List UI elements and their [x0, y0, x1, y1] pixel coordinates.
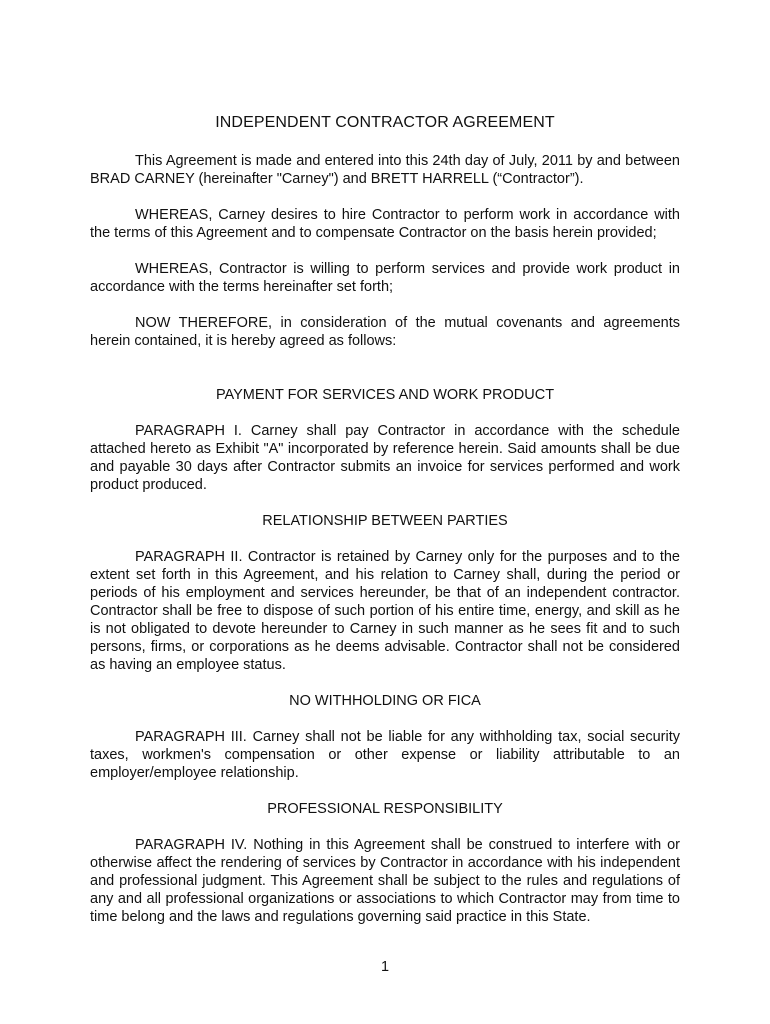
paragraph-2: PARAGRAPH II. Contractor is retained by Carney only for the purposes and to the extent set forth in this Agreement, and his relation to Carney shall, during the period or periods of his employment and services hereunder, be that of an independent contractor. Contractor shall be free to dispose of such portion of his entire time, energy, and skill as he is not obligated to devote hereunder to Carney in such manner as he sees fit and to such persons, firms, or corporations as he deems advisable. Contractor shall not be considered as having an employee status. — [90, 549, 680, 673]
page-number: 1 — [380, 959, 390, 975]
document-title: INDEPENDENT CONTRACTOR AGREEMENT — [215, 114, 555, 131]
section-heading-professional: PROFESSIONAL RESPONSIBILITY — [267, 801, 503, 817]
paragraph-1: PARAGRAPH I. Carney shall pay Contractor in accordance with the schedule attached hereto as Exhibit "A" incorporated by reference herein. Said amounts shall be due and payable 30 days after Contractor submits an invoice for services performed and work product produced. — [90, 423, 680, 493]
now-therefore-paragraph: NOW THEREFORE, in consideration of the mutual covenants and agreements herein contained, it is hereby agreed as follows: — [90, 315, 680, 349]
section-heading-withholding: NO WITHHOLDING OR FICA — [289, 693, 481, 709]
section-heading-relationship: RELATIONSHIP BETWEEN PARTIES — [262, 513, 508, 529]
whereas-paragraph-2: WHEREAS, Contractor is willing to perform services and provide work product in accordance with the terms hereinafter set forth; — [90, 261, 680, 295]
section-heading-payment: PAYMENT FOR SERVICES AND WORK PRODUCT — [215, 387, 555, 403]
paragraph-4: PARAGRAPH IV. Nothing in this Agreement shall be construed to interfere with or otherwise affect the rendering of services by Contractor in accordance with his independent and professional judgment. This Agreement shall be subject to the rules and regulations of any and all professional organizations or associations to which Contractor may from time to time belong and the laws and regulations governing said practice in this State. — [90, 837, 680, 925]
whereas-paragraph-1: WHEREAS, Carney desires to hire Contractor to perform work in accordance with the terms of this Agreement and to compensate Contractor on the basis herein provided; — [90, 207, 680, 241]
intro-paragraph: This Agreement is made and entered into this 24th day of July, 2011 by and between BRAD CARNEY (hereinafter "Carney") and BRETT HARRELL (“Contractor”). — [90, 153, 680, 187]
paragraph-3: PARAGRAPH III. Carney shall not be liable for any withholding tax, social security taxes, workmen's compensation or other expense or liability attributable to an employer/employee relationship. — [90, 729, 680, 781]
